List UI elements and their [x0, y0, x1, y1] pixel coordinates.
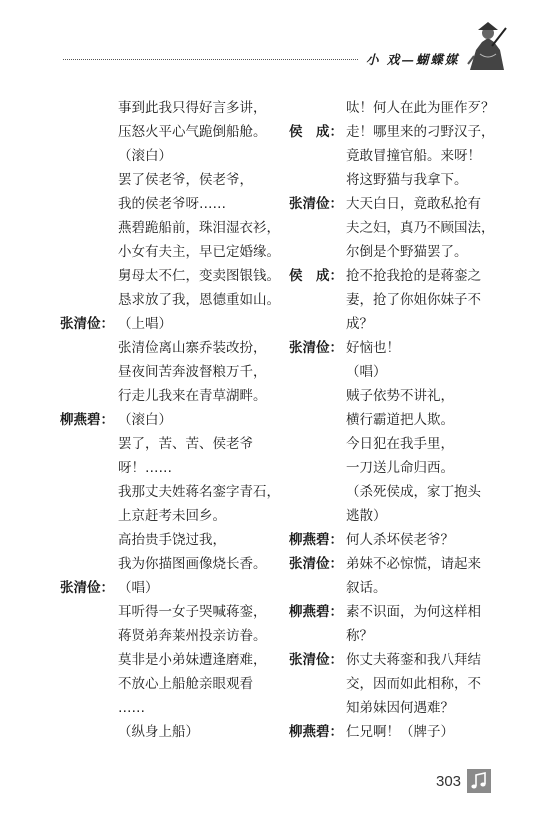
dialogue-text: 小女有夫主，早已定婚缘。 — [118, 244, 280, 260]
speaker-name: 柳燕碧： — [60, 412, 114, 428]
dialogue-line — [289, 336, 494, 360]
dialogue-line — [289, 312, 494, 336]
dialogue-line — [289, 456, 494, 480]
dialogue-line — [289, 432, 494, 456]
dialogue-text: 称？ — [346, 628, 373, 644]
dialogue-line — [60, 432, 275, 456]
dialogue-text: 我的侯老爷呀…… — [118, 196, 226, 212]
dialogue-text: （纵身上船） — [118, 724, 199, 740]
dialogue-line — [289, 144, 494, 168]
dialogue-line — [289, 120, 494, 144]
dialogue-text: 大天白日，竟敢私抢有 — [346, 196, 481, 212]
dialogue-text: 素不识面，为何这样相 — [346, 604, 481, 620]
dialogue-text: 仁兄啊！（牌子） — [346, 724, 454, 740]
dialogue-text: （滚白） — [118, 412, 172, 428]
dialogue-text: （上唱） — [118, 316, 172, 332]
dialogue-text: 高抬贵手饶过我， — [118, 532, 226, 548]
dialogue-line — [289, 696, 494, 720]
dialogue-line — [289, 360, 494, 384]
speaker-name: 张清俭： — [60, 316, 114, 332]
dialogue-text: （滚白） — [118, 148, 172, 164]
dialogue-line — [60, 504, 275, 528]
dialogue-text: 不放心上船舱亲眼观看 — [118, 676, 253, 692]
dialogue-line — [60, 192, 275, 216]
dialogue-line — [60, 456, 275, 480]
dialogue-text: 夫之妇，真乃不顾国法， — [346, 220, 495, 236]
dialogue-line — [60, 384, 275, 408]
dialogue-text: 昼夜间苦奔波督粮万千， — [118, 364, 267, 380]
dialogue-text: 我为你描图画像烧长香。 — [118, 556, 267, 572]
dialogue-line — [60, 288, 280, 312]
dialogue-text: （杀死侯成，家丁抱头 — [346, 484, 481, 500]
dialogue-line — [289, 720, 494, 744]
dialogue-line — [289, 576, 494, 600]
dialogue-text: 尔倒是个野猫罢了。 — [346, 244, 468, 260]
page-number: 303 — [436, 773, 462, 790]
dialogue-line — [289, 264, 494, 288]
dialogue-line — [60, 696, 275, 720]
dialogue-text: 莫非是小弟妹遭逢磨难， — [118, 652, 267, 668]
speaker-name: 张清俭： — [289, 652, 343, 668]
dialogue-line — [60, 408, 275, 432]
dialogue-line — [60, 216, 280, 240]
dialogue-line — [289, 624, 494, 648]
dialogue-line — [60, 528, 275, 552]
dialogue-text: 你丈夫蒋銮和我八拜结 — [346, 652, 481, 668]
dialogue-text: 竟敢冒撞官船。来呀！ — [346, 148, 481, 164]
dialogue-line — [60, 672, 275, 696]
dialogue-line — [289, 168, 494, 192]
dialogue-text: 罢了侯老爷，侯老爷， — [118, 172, 253, 188]
dialogue-line — [60, 600, 275, 624]
dialogue-line — [60, 720, 275, 744]
dialogue-text: 走！哪里来的刁野汉子， — [346, 124, 495, 140]
dialogue-text: 蒋贤弟奔莱州投亲访眷。 — [118, 628, 267, 644]
dialogue-line — [289, 552, 494, 576]
speaker-name: 柳燕碧： — [289, 724, 343, 740]
opera-figure-icon — [466, 20, 508, 72]
dialogue-text: 抢不抢我抢的是蒋銮之 — [346, 268, 481, 284]
dialogue-line — [289, 96, 494, 120]
dialogue-line — [60, 480, 280, 504]
dialogue-line — [289, 408, 494, 432]
dialogue-text: 呀！…… — [118, 460, 172, 476]
dialogue-text: 弟妹不必惊慌，请起来 — [346, 556, 481, 572]
dialogue-text: 行走儿我来在青草湖畔。 — [118, 388, 267, 404]
dialogue-line — [289, 648, 494, 672]
dialogue-line — [60, 264, 280, 288]
header-dotted-rule — [63, 59, 358, 60]
speaker-name: 张清俭： — [289, 340, 343, 356]
dialogue-text: 我那丈夫姓蒋名銮字青石， — [118, 484, 280, 500]
dialogue-line — [60, 96, 275, 120]
speaker-name: 张清俭： — [289, 196, 343, 212]
dialogue-text: （唱） — [346, 364, 387, 380]
dialogue-line — [289, 288, 494, 312]
dialogue-text: 上京赶考未回乡。 — [118, 508, 226, 524]
dialogue-text: 呔！何人在此为匪作歹？ — [346, 100, 495, 116]
dialogue-text: 张清俭离山寨乔装改扮， — [118, 340, 267, 356]
dialogue-text: 好恼也！ — [346, 340, 400, 356]
dialogue-line — [289, 240, 494, 264]
speaker-name: 侯 成： — [289, 268, 343, 284]
dialogue-line — [60, 624, 275, 648]
dialogue-text: 燕碧跪船前，珠泪湿衣衫， — [118, 220, 280, 236]
dialogue-line — [60, 336, 275, 360]
dialogue-text: 耳听得一女子哭喊蒋銮， — [118, 604, 267, 620]
dialogue-text: 贼子依势不讲礼， — [346, 388, 454, 404]
dialogue-text: …… — [118, 700, 145, 716]
dialogue-text: （唱） — [118, 580, 159, 596]
dialogue-line — [60, 144, 275, 168]
dialogue-text: 叙话。 — [346, 580, 387, 596]
left-column — [60, 96, 280, 744]
dialogue-text: 事到此我只得好言多讲， — [118, 100, 267, 116]
dialogue-text: 横行霸道把人欺。 — [346, 412, 454, 428]
dialogue-text: 压怒火平心气跪倒船舱。 — [118, 124, 267, 140]
dialogue-line — [60, 240, 280, 264]
speaker-name: 张清俭： — [60, 580, 114, 596]
dialogue-line — [60, 648, 275, 672]
dialogue-line — [60, 576, 275, 600]
dialogue-text: 何人杀坏侯老爷？ — [346, 532, 454, 548]
dialogue-text: 逃散） — [346, 508, 387, 524]
dialogue-text: 罢了，苦、苦、侯老爷 — [118, 436, 253, 452]
dialogue-text: 将这野猫与我拿下。 — [346, 172, 468, 188]
dialogue-text: 一刀送儿命归西。 — [346, 460, 454, 476]
dialogue-text: 妻，抢了你姐你妹子不 — [346, 292, 481, 308]
music-note-icon — [467, 769, 491, 793]
dialogue-line — [289, 600, 494, 624]
dialogue-line — [289, 528, 494, 552]
speaker-name: 柳燕碧： — [289, 532, 343, 548]
speaker-name: 张清俭： — [289, 556, 343, 572]
dialogue-line — [60, 360, 275, 384]
right-column — [289, 96, 494, 744]
dialogue-text: 成？ — [346, 316, 373, 332]
speaker-name: 侯 成： — [289, 124, 343, 140]
dialogue-text: 舅母太不仁，变卖图银钱。 — [118, 268, 280, 284]
dialogue-line — [289, 672, 494, 696]
dialogue-line — [60, 312, 275, 336]
dialogue-line — [60, 120, 275, 144]
dialogue-line — [60, 552, 275, 576]
dialogue-text: 知弟妹因何遇难？ — [346, 700, 454, 716]
dialogue-line — [289, 192, 494, 216]
dialogue-line — [289, 384, 494, 408]
dialogue-line — [289, 480, 494, 504]
dialogue-text: 今日犯在我手里， — [346, 436, 454, 452]
dialogue-line — [60, 168, 275, 192]
dialogue-line — [289, 216, 494, 240]
dialogue-text: 交，因而如此相称，不 — [346, 676, 481, 692]
speaker-name: 柳燕碧： — [289, 604, 343, 620]
dialogue-line — [289, 504, 494, 528]
header-title: 小 戏—蝴蝶媒 — [366, 52, 460, 67]
dialogue-text: 恳求放了我，恩德重如山。 — [118, 292, 280, 308]
